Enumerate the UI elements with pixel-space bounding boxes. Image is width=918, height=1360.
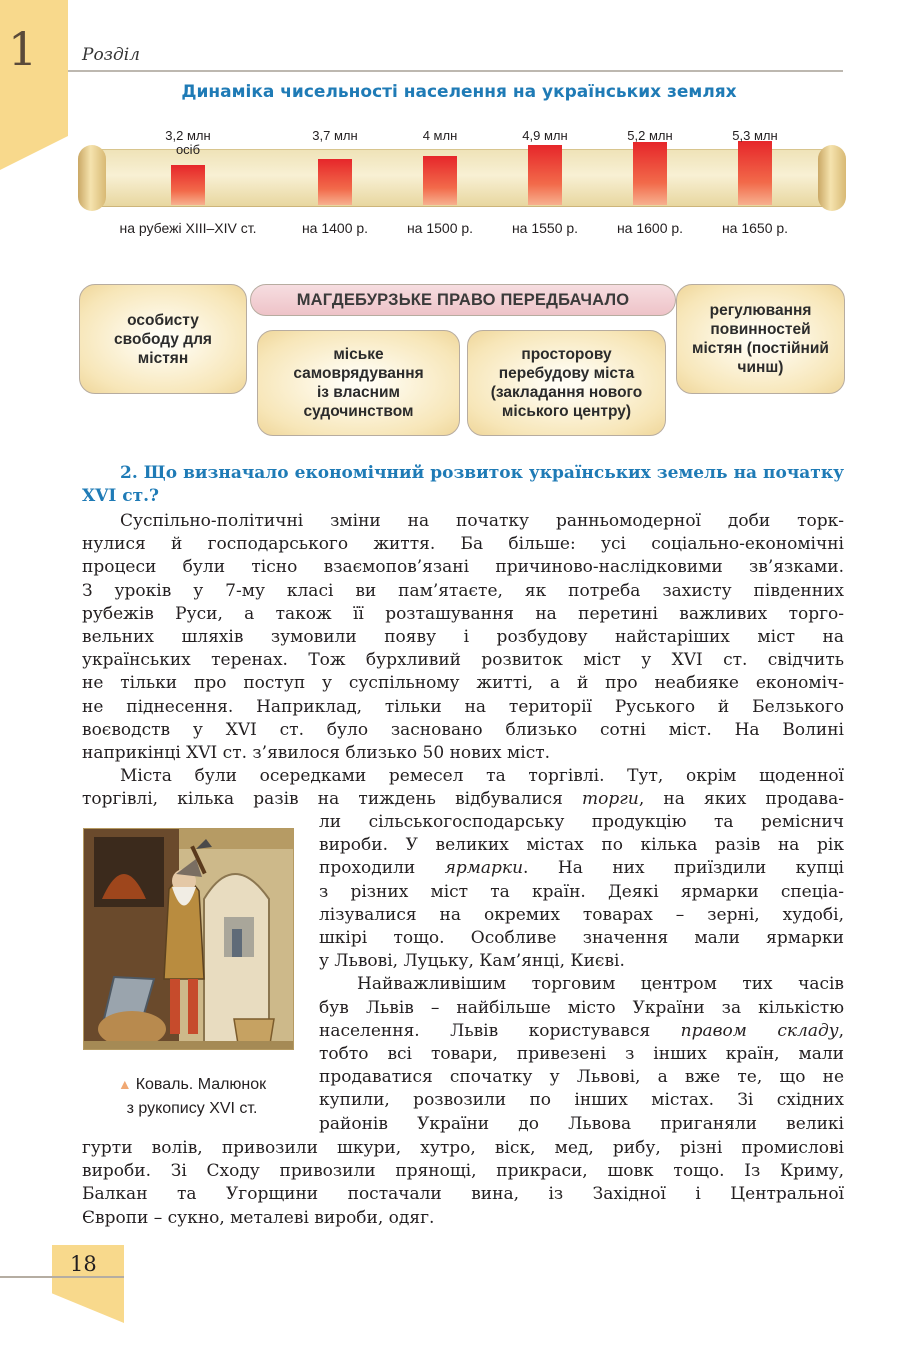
text-line: був Львів – найбільше місто України за кількістю xyxy=(319,997,844,1018)
chart-value-label: 5,2 млн xyxy=(627,128,673,143)
chart-value-label: 4 млн xyxy=(422,128,458,143)
text-line: Найважливішим торговим центром тих часів xyxy=(357,974,844,995)
caption-line-1: Коваль. Малюнок xyxy=(135,1076,267,1093)
chart-category-label: на 1600 р. xyxy=(616,220,684,236)
text-line: З уроків у 7-му класі ви пам’ятаєте, як потреба захисту південних xyxy=(82,580,844,601)
text-line: нулися й господарського життя. Ба більше: усі соціально-економічні xyxy=(82,534,844,555)
chart-category-label: на рубежі XIII–XIV ст. xyxy=(119,220,257,236)
scroll-band xyxy=(100,149,824,207)
chapter-number: 1 xyxy=(8,22,38,76)
text-line: Європи – сукно, металеві вироби, одяг. xyxy=(82,1207,435,1228)
chart-bar xyxy=(423,156,457,205)
chart-category-label: на 1650 р. xyxy=(721,220,789,236)
text-line: наприкінці XVI ст. з’явилося близько 50 нових міст. xyxy=(82,743,551,764)
chart-value-label: 5,3 млн xyxy=(732,128,778,143)
text-line xyxy=(319,857,844,880)
chart-category-label: на 1400 р. xyxy=(301,220,369,236)
text-run: , на яких продава- xyxy=(638,789,844,810)
blacksmith-illustration xyxy=(83,828,294,1050)
section-heading: 2. Що визначало економічний розвиток українських земель на початку XVI ст.? xyxy=(82,463,844,506)
term-torhy: торги xyxy=(582,789,639,810)
caption-line-2: з рукопису XVI ст. xyxy=(126,1100,258,1117)
term-pravo-skladu: правом складу xyxy=(680,1020,839,1041)
text-line: українських теренах. Тож бурхливий розвиток міст у XVI ст. свідчить xyxy=(82,650,844,671)
figure-caption xyxy=(84,1072,300,1121)
triangle-icon: ▲ xyxy=(117,1076,132,1092)
magdeburg-item-label: регулювання повинностей містян (постійний чинш) xyxy=(692,302,829,376)
text-line: лізувалися на окремих товарах – зерні, худобі, xyxy=(319,904,844,925)
text-line: не тільки про поступ у суспільному житті, а й про неабияке економіч- xyxy=(82,673,844,694)
text-line: воєводств у XVI ст. було засновано близько сотні міст. На Волині xyxy=(82,719,844,740)
text-line: тобто всі товари, привезені з інших країн, мали xyxy=(319,1044,844,1065)
chart-value-label: 3,7 млн xyxy=(312,128,358,143)
magdeburg-item-rebuild xyxy=(467,330,666,436)
chart-title: Динаміка чисельності населення на українських землях xyxy=(181,82,737,102)
chart-bar xyxy=(318,159,352,205)
scroll-roll-right xyxy=(818,145,846,211)
text-line: купили, розвозили по інших містах. Зі східних xyxy=(319,1090,844,1111)
text-run: . На них приїздили купці xyxy=(523,858,844,879)
blacksmith-drawing xyxy=(84,829,294,1050)
chart-bar xyxy=(528,145,562,205)
text-line: продаватися спочатку у Львові, а вже те, що не xyxy=(319,1067,844,1088)
text-line: з різних міст та країн. Деякі ярмарки спеціа- xyxy=(319,881,844,902)
chart-category-label: на 1550 р. xyxy=(511,220,579,236)
text-run: населення. Львів користувався xyxy=(319,1020,681,1041)
text-line xyxy=(82,788,844,811)
text-run: торгівлі, кілька разів на тиждень відбувалися xyxy=(82,789,583,810)
chart-bar xyxy=(633,142,667,205)
scroll-roll-left xyxy=(78,145,106,211)
magdeburg-item-freedom xyxy=(79,284,247,394)
paragraph-1 xyxy=(82,510,844,765)
magdeburg-item-label: просторову перебудову міста (закладання нового міського центру) xyxy=(490,346,643,420)
text-line: не піднесення. Наприклад, тільки на території Руського й Белзького xyxy=(82,696,844,717)
text-line xyxy=(319,1020,844,1043)
text-line: у Львові, Луцьку, Кам’янці, Києві. xyxy=(319,951,625,972)
footer-divider xyxy=(0,1276,124,1278)
page-number: 18 xyxy=(70,1252,97,1276)
text-line: рубежів Руси, а також її розташування на перетині важливих торго- xyxy=(82,603,844,624)
chart-value-label: 4,9 млн xyxy=(522,128,568,143)
chart-bar xyxy=(171,165,205,205)
magdeburg-title: МАГДЕБУРЗЬКЕ ПРАВО ПЕРЕДБАЧАЛО xyxy=(250,284,676,316)
paragraph-2-top xyxy=(82,765,844,811)
text-line: вироби. У великих містах по кілька разів на рік xyxy=(319,835,844,856)
magdeburg-item-label: міське самоврядування із власним судочинством xyxy=(293,346,424,420)
text-line: шкірі тощо. Особливе значення мали ярмарки xyxy=(319,928,844,949)
paragraph-3-bottom xyxy=(82,1137,844,1230)
text-line: вельних шляхів зумовили появу і розбудову найстаріших міст на xyxy=(82,627,844,648)
text-line: ли сільськогосподарську продукцію та реміснич xyxy=(319,812,844,832)
magdeburg-item-label: особисту свободу для містян xyxy=(114,311,212,367)
text-line: Балкан та Угорщини постачали вина, із Західної і Центральної xyxy=(82,1184,844,1205)
chart-bar xyxy=(738,141,772,205)
text-line: районів України до Львова приганяли великі xyxy=(319,1113,844,1134)
text-line: Суспільно-політичні зміни на початку ранньомодерної доби торк- xyxy=(120,511,844,531)
paragraph-2-narrow xyxy=(319,811,844,1136)
magdeburg-item-duties xyxy=(676,284,845,394)
text-run: , xyxy=(838,1020,844,1041)
text-line: вироби. Зі Сходу привозили прянощі, прикраси, шовк тощо. Із Криму, xyxy=(82,1161,844,1182)
text-line: процеси були тісно взаємопов’язані причиново-наслідковими зв’язками. xyxy=(82,557,844,578)
chart-value-label: 3,2 млн осіб xyxy=(165,128,211,157)
chapter-label: Розділ xyxy=(82,45,140,65)
term-yarmarky: ярмарки xyxy=(444,858,524,879)
text-line: Міста були осередками ремесел та торгівлі. Тут, окрім щоденної xyxy=(120,766,844,786)
chart-category-label: на 1500 р. xyxy=(406,220,474,236)
magdeburg-item-selfgov xyxy=(257,330,460,436)
header-divider xyxy=(68,70,843,72)
text-line: гурти волів, привозили шкури, хутро, віск, мед, рибу, різні промислові xyxy=(82,1138,844,1158)
text-run: проходили xyxy=(319,858,445,879)
